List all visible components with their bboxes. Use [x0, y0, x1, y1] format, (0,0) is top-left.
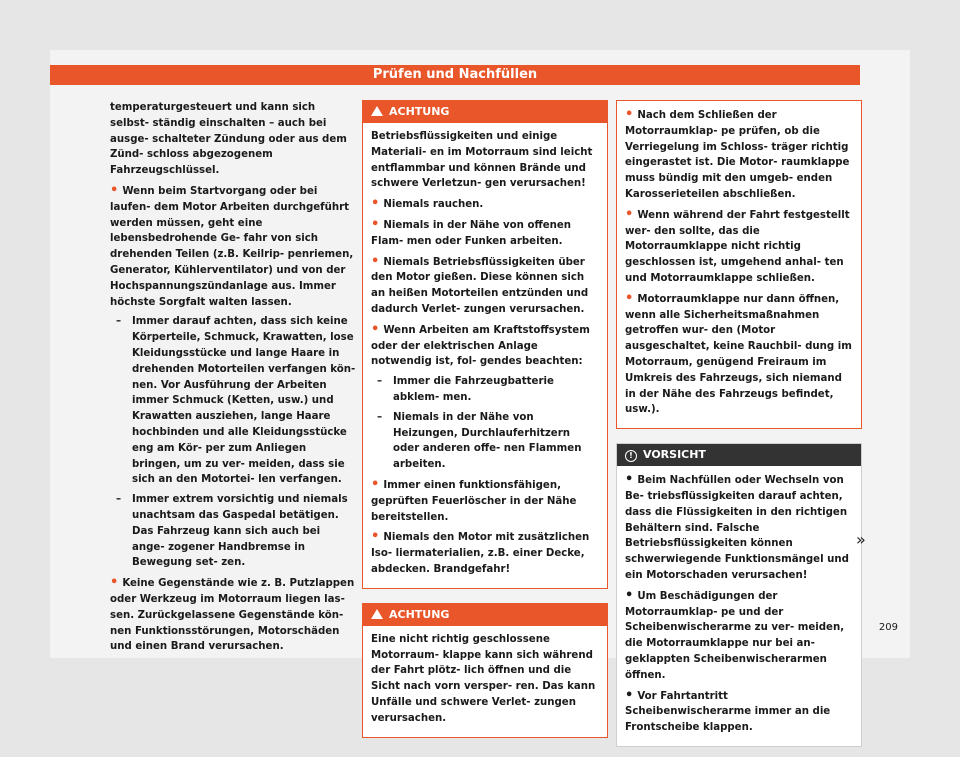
bullet-text: Motorraumklappe nur dann öffnen, wenn alle Sicherheitsmaßnahmen getroffen wur- den (Motor ausgeschaltet, keine Rauchbil- dung im Motorraum, genügend Freiraum im Umkreis des Fahrzeugs, sich niemand in der Nähe des Fahrzeugs befindet, usw.).	[625, 293, 852, 416]
dash-icon: –	[116, 316, 122, 328]
sub-item	[371, 410, 599, 473]
bullet-text: Wenn beim Startvorgang oder bei laufen- dem Motor Arbeiten durchgeführt werden müssen, geht eine lebensbedrohende Ge- fahr von sich drehenden Teilen (z.B. Keilrip- penriemen, Generator, Kühlerventilator) und von der Hochspannungszündanlage aus. Immer höchste Sorgfalt walten lassen.	[110, 185, 354, 308]
sub-text: Immer die Fahrzeugbatterie abklem- men.	[393, 376, 554, 403]
warning-text: Eine nicht richtig geschlossene Motorraum- klappe kann sich während der Fahrt plötz- lich öffnen und die Sicht nach vorn versper- ren. Das kann Unfälle und schwere Verlet- zungen verursachen.	[371, 633, 596, 724]
sub-item	[110, 492, 356, 571]
sub-text: Immer extrem vorsichtig und niemals unachtsam das Gaspedal betätigen. Das Fahrzeug kann sich auch bei ange- zogener Handbremse in Bewegung set- zen.	[132, 494, 348, 569]
bullet-dot-icon: •	[371, 253, 380, 269]
sub-item	[110, 314, 356, 488]
bullet-text: Um Beschädigungen der Motorraumklap- pe und der Scheibenwischerarme zu ver- meiden, die Motorraumklappe nur bei an- geklappten Scheibenwischerarmen öffnen.	[625, 590, 845, 681]
notice-title: VORSICHT	[643, 448, 706, 462]
bullet-text: Niemals den Motor mit zusätzlichen Iso- liermaterialien, z.B. einer Decke, abdecken. Brandgefahr!	[371, 532, 590, 575]
warning-body	[363, 626, 607, 737]
bullet-dot-icon: •	[371, 321, 380, 337]
bullet-item	[625, 207, 853, 287]
sub-item	[371, 374, 599, 406]
bullet-dot-icon: •	[371, 476, 380, 492]
bullet-item	[625, 588, 853, 684]
warning-body	[363, 123, 607, 588]
warning-box	[362, 100, 608, 589]
notice-header	[617, 444, 861, 466]
bullet-dot-icon: •	[625, 107, 634, 122]
notice-body	[617, 466, 861, 746]
bullet-dot-icon: •	[625, 290, 634, 306]
bullet-dot-icon: •	[625, 206, 634, 222]
bullet-text: Vor Fahrtantritt Scheibenwischerarme immer an die Frontscheibe klappen.	[625, 690, 831, 734]
continue-mark: »	[856, 530, 866, 549]
bullet-dot-icon: •	[371, 529, 380, 545]
warning-triangle-icon	[371, 106, 383, 116]
bullet-text: Niemals Betriebsflüssigkeiten über den Motor gießen. Diese können sich an heißen Motorteilen entzünden und dadurch Verlet- zungen verursachen.	[371, 256, 589, 315]
info-icon: !	[625, 450, 637, 462]
bullet-text: Keine Gegenstände wie z. B. Putzlappen oder Werkzeug im Motorraum liegen las- sen. Zurückgelassene Gegenstände kön- nen Funktionsstörungen, Motorschäden und einen Brand verursachen.	[110, 578, 355, 653]
bullet-item	[110, 183, 356, 310]
bullet-text: Wenn während der Fahrt festgestellt wer- den sollte, das die Motorraumklappe nicht richtig geschlossen ist, umgehend anhal- ten und Motorraumklappe schließen.	[625, 209, 850, 284]
intro-text: temperaturgesteuert und kann sich selbst- ständig einschalten – auch bei ausge- schalteter Zündung oder aus dem Zünd- schloss abgezogenem Fahrzeugschlüssel.	[110, 102, 347, 177]
column-left	[110, 100, 356, 659]
bullet-dot-icon: •	[625, 472, 634, 488]
bullet-item	[625, 472, 853, 584]
bullet-dot-icon: •	[625, 587, 634, 603]
section-header: Prüfen und Nachfüllen	[50, 65, 860, 85]
warning-triangle-icon	[371, 609, 383, 619]
bullet-dot-icon: •	[371, 216, 380, 232]
bullet-text: Wenn Arbeiten am Kraftstoffsystem oder der elektrischen Anlage notwendig ist, fol- gendes beachten:	[371, 324, 590, 368]
bullet-item	[371, 529, 599, 577]
warning-header	[363, 604, 607, 626]
sub-text: Immer darauf achten, dass sich keine Körperteile, Schmuck, Krawatten, lose Kleidungsstücke und lange Haare in drehenden Motorteilen verfangen kön- nen. Vor Ausführung der Arbeiten immer Schmuck (Ketten, usw.) und Krawatten ausziehen, lange Haare hochbinden und alle Kleidungsstücke eng am Kör- per zum Anliegen bringen, um zu ver- meiden, dass sie sich an den Motortei- len verfangen.	[132, 316, 356, 486]
bullet-item	[110, 575, 356, 655]
dash-icon: –	[116, 494, 122, 506]
bullet-item	[371, 196, 599, 213]
warning-header	[363, 101, 607, 123]
warning-title: ACHTUNG	[389, 607, 450, 621]
bullet-dot-icon: •	[110, 182, 119, 198]
bullet-item	[371, 217, 599, 250]
dash-icon: –	[377, 411, 383, 423]
warning-title: ACHTUNG	[389, 105, 450, 118]
bullet-item	[625, 291, 853, 418]
bullet-item	[625, 107, 853, 203]
warning-intro: Betriebsflüssigkeiten und einige Materiali- en im Motorraum sind leicht entflammbar und können Brände und schwere Verletzun- gen verursachen!	[371, 131, 593, 190]
bullet-dot-icon: •	[371, 196, 380, 212]
bullet-text: Nach dem Schließen der Motorraumklap- pe prüfen, ob die Verriegelung im Schloss- träger richtig eingerastet ist. Die Motor- raumklappe muss bündig mit den umgeb- enden Karosserieteilen abschließen.	[625, 110, 850, 200]
warning-body	[617, 101, 861, 428]
warning-continued-box	[616, 100, 862, 429]
bullet-dot-icon: •	[110, 575, 119, 591]
bullet-item	[371, 477, 599, 525]
content-area	[100, 100, 870, 734]
bullet-text: Niemals in der Nähe von offenen Flam- men oder Funken arbeiten.	[371, 219, 572, 247]
column-right	[616, 100, 862, 757]
bullet-text: Immer einen funktionsfähigen, geprüften Feuerlöscher in der Nähe bereitstellen.	[371, 479, 577, 523]
page-number: 209	[878, 622, 898, 633]
warning-box	[362, 603, 608, 738]
dash-icon: –	[377, 376, 383, 388]
bullet-text: Niemals rauchen.	[383, 199, 484, 211]
notice-box	[616, 443, 862, 747]
bullet-item	[371, 322, 599, 370]
bullet-item	[371, 254, 599, 318]
bullet-text: Beim Nachfüllen oder Wechseln von Be- triebsflüssigkeiten darauf achten, dass die Flüssigkeiten in den richtigen Behältern sind. Falsche Betriebsflüssigkeiten können schwerwiegende Funktionsmängel und ein Motorschaden verursachen!	[625, 475, 849, 581]
bullet-dot-icon: •	[625, 687, 634, 703]
column-middle	[362, 100, 608, 748]
bullet-item	[625, 688, 853, 736]
sub-text: Niemals in der Nähe von Heizungen, Durchlauferhitzern oder anderen offe- nen Flammen arbeiten.	[393, 411, 582, 471]
